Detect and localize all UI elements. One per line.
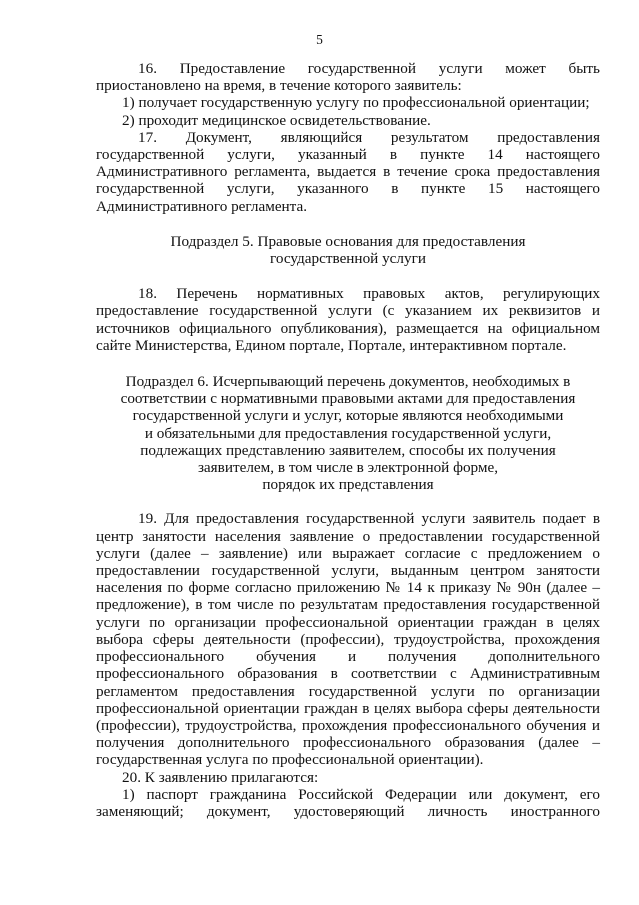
subsection-6-title-line: порядок их представления [262,476,434,494]
paragraph-18: 18. Перечень нормативных правовых актов, регулирующих предоставление государственной услуги (с указанием их реквизитов и источников официального опубликования), размещается на официальном сайте Министерства, Едином портале, Портале, интерактивном портале. [96,285,600,354]
subsection-6-title-line: и обязательными для предоставления государственной услуги, [144,424,552,442]
subsection-6-title-line: заявителем, в том числе в электронной форме, [197,459,499,477]
paragraph-20-item-1-line-2: заменяющий; документ, удостоверяющий личность иностранного [96,802,600,820]
subsection-5-title-line: государственной услуги [270,250,426,268]
document-body [96,60,600,820]
subsection-6-title-line: соответствии с нормативными правовыми актами для предоставления [120,390,576,408]
paragraph-17: 17. Документ, являющийся результатом предоставления государственной услуги, указанный в пункте 14 настоящего Административного регламента, выдается в течение срока предоставления государственной услуги, указанного в пункте 15 настоящего Административного регламента. [96,128,600,215]
subsection-6-title-line: подлежащих представлению заявителем, способы их получения [140,441,556,459]
paragraph-16-item-2: 2) проходит медицинское освидетельствование. [122,111,431,129]
subsection-5-heading [96,233,600,267]
paragraph-16-item-1: 1) получает государственную услугу по профессиональной ориентации; [122,94,590,112]
paragraph-20-item-1-line-1: 1) паспорт гражданина Российской Федерации или документ, его [122,785,600,803]
paragraph-20: 20. К заявлению прилагаются: [122,768,319,786]
paragraph-16: 16. Предоставление государственной услуги может быть приостановлено на время, в течение которого заявитель: [96,60,600,95]
subsection-6-heading [96,373,600,493]
subsection-5-title-line: Подраздел 5. Правовые основания для предоставления [170,232,526,250]
paragraph-19: 19. Для предоставления государственной услуги заявитель подает в центр занятости населения заявление о предоставлении государственной услуги (далее – заявление) или выражает согласие с предложением о предоставлении государственной услуги, выданным центром занятости населения по форме согласно приложению № 14 к приказу № 90н (далее – предложение), в том числе по результатам предоставления государственной услуги по организации профессиональной ориентации граждан в целях выбора сферы деятельности (профессии), трудоустройства, прохождения профессионального обучения и получения дополнительного профессионального образования в соответствии с Административным регламентом предоставления государственной услуги по организации профессиональной ориентации граждан в целях выбора сферы деятельности (профессии), трудоустройства, прохождения профессионального обучения и получения дополнительного профессионального образования (далее – государственная услуга по профессиональной ориентации). [96,510,600,769]
subsection-6-title-line: Подраздел 6. Исчерпывающий перечень документов, необходимых в [125,373,571,391]
subsection-6-title-line: государственной услуги и услуг, которые являются необходимыми [132,407,564,425]
page-number: 5 [316,32,323,47]
